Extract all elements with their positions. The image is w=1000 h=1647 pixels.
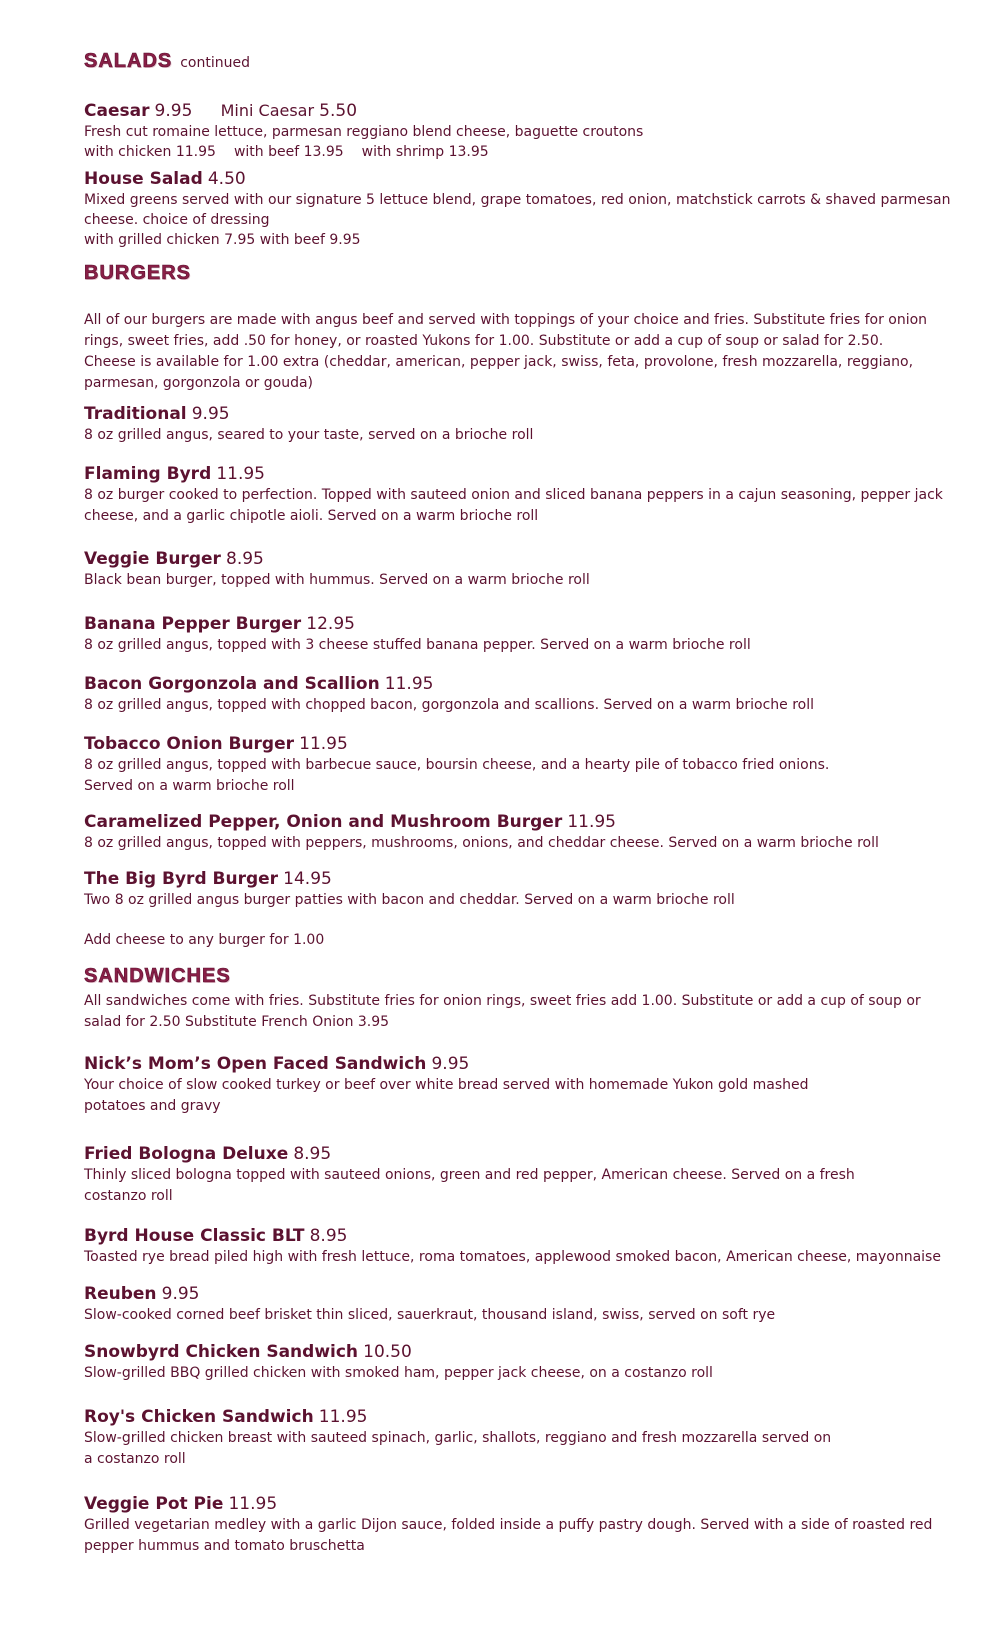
menu-item-classic-blt — [84, 1225, 964, 1247]
item-price: 8.95 — [293, 1144, 332, 1164]
section-intro: All sandwiches come with fries. Substitute fries for onion rings, sweet fries add 1.00. Substitute or add a cup of soup or — [84, 993, 921, 1009]
item-description: Grilled vegetarian medley with a garlic Dijon sauce, folded inside a puffy pastry dough. Served with a side of roasted red — [84, 1517, 933, 1533]
item-name: Flaming Byrd — [84, 464, 212, 484]
section-intro: parmesan, gorgonzola or gouda) — [84, 375, 314, 391]
item-name: Caramelized Pepper, Onion and Mushroom Burger — [84, 812, 563, 832]
item-price: 11.95 — [299, 734, 348, 754]
salads-subheading: continued — [180, 55, 250, 71]
item-description: pepper hummus and tomato bruschetta — [84, 1538, 365, 1554]
item-price: 9.95 — [154, 101, 193, 121]
item-name: Bacon Gorgonzola and Scallion — [84, 674, 380, 694]
item-price: 8.95 — [309, 1226, 348, 1246]
item-name: Nick’s Mom’s Open Faced Sandwich — [84, 1054, 427, 1074]
item-option: with shrimp 13.95 — [361, 144, 489, 160]
item-name: Banana Pepper Burger — [84, 614, 302, 634]
item-name: Byrd House Classic BLT — [84, 1226, 305, 1246]
menu-item-tobacco-onion-burger — [84, 733, 964, 755]
item-description: Fresh cut romaine lettuce, parmesan reggiano blend cheese, baguette croutons — [84, 124, 644, 140]
item-name: Fried Bologna Deluxe — [84, 1144, 289, 1164]
item-name: The Big Byrd Burger — [84, 869, 279, 889]
item-name: Mini Caesar — [220, 101, 315, 120]
item-description: 8 oz grilled angus, topped with chopped bacon, gorgonzola and scallions. Served on a warm brioche roll — [84, 697, 815, 713]
item-name: Tobacco Onion Burger — [84, 734, 295, 754]
item-description: cheese, and a garlic chipotle aioli. Served on a warm brioche roll — [84, 508, 539, 524]
item-price: 5.50 — [319, 101, 358, 121]
item-description: Thinly sliced bologna topped with sauteed onions, green and red pepper, American cheese. Served on a fresh — [84, 1167, 855, 1183]
item-description: potatoes and gravy — [84, 1098, 221, 1114]
item-price: 11.95 — [228, 1494, 278, 1514]
section-heading-sandwiches: SANDWICHES — [84, 965, 231, 987]
burger-note: Add cheese to any burger for 1.00 — [84, 932, 325, 948]
item-name: House Salad — [84, 169, 203, 189]
menu-item-veggie-pot-pie — [84, 1493, 964, 1515]
item-price: 8.95 — [226, 549, 264, 569]
item-option: with chicken 11.95 — [84, 144, 216, 160]
item-description: Slow-grilled chicken breast with sauteed spinach, garlic, shallots, reggiano and fresh mozzarella served on — [84, 1430, 832, 1446]
menu-item-traditional — [84, 403, 964, 425]
item-description: Slow-grilled BBQ grilled chicken with smoked ham, pepper jack cheese, on a costanzo roll — [84, 1365, 713, 1381]
section-heading-burgers: BURGERS — [84, 262, 192, 284]
item-price: 4.50 — [207, 169, 246, 189]
menu-item-flaming-byrd — [84, 463, 964, 485]
item-description: Mixed greens served with our signature 5 lettuce blend, grape tomatoes, red onion, matchstick carrots & shaved parmesan — [84, 192, 951, 208]
item-name: Traditional — [84, 404, 187, 424]
menu-item-bacon-gorgonzola — [84, 673, 964, 695]
item-name: Snowbyrd Chicken Sandwich — [84, 1342, 359, 1362]
menu-item-open-faced-sandwich — [84, 1053, 964, 1075]
item-description: 8 oz grilled angus, topped with barbecue sauce, boursin cheese, and a hearty pile of tobacco fried onions. — [84, 757, 830, 773]
item-description: Your choice of slow cooked turkey or beef over white bread served with homemade Yukon gold mashed — [84, 1077, 809, 1093]
item-description: Served on a warm brioche roll — [84, 778, 295, 794]
item-name: Caesar — [84, 101, 150, 121]
menu-item-reuben — [84, 1283, 964, 1305]
item-price: 11.95 — [216, 464, 265, 484]
menu-item-fried-bologna — [84, 1143, 964, 1165]
item-description: 8 oz grilled angus, topped with peppers, mushrooms, onions, and cheddar cheese. Served on a warm brioche roll — [84, 835, 879, 851]
item-price: 11.95 — [567, 812, 616, 832]
item-price: 11.95 — [384, 674, 434, 694]
salads-heading: SALADS — [84, 50, 173, 72]
item-description: cheese. choice of dressing — [84, 212, 270, 228]
item-price: 14.95 — [283, 869, 332, 889]
item-options — [84, 142, 964, 163]
item-description: Toasted rye bread piled high with fresh lettuce, roma tomatoes, applewood smoked bacon, American cheese, mayonnaise — [84, 1249, 941, 1265]
section-intro: Cheese is available for 1.00 extra (cheddar, american, pepper jack, swiss, feta, provolone, fresh mozzarella, reggiano, — [84, 354, 914, 370]
menu-item-house-salad — [84, 168, 964, 190]
item-name: Roy's Chicken Sandwich — [84, 1407, 314, 1427]
item-description: 8 oz grilled angus, seared to your taste, served on a brioche roll — [84, 427, 534, 443]
item-price: 9.95 — [431, 1054, 470, 1074]
item-name: Veggie Burger — [84, 549, 221, 569]
item-description: Two 8 oz grilled angus burger patties with bacon and cheddar. Served on a warm brioche roll — [84, 892, 735, 908]
item-price: 10.50 — [363, 1342, 412, 1362]
item-options: with grilled chicken 7.95 with beef 9.95 — [84, 232, 361, 248]
section-intro: All of our burgers are made with angus beef and served with toppings of your choice and fries. Substitute fries for onion — [84, 312, 928, 328]
item-description: Black bean burger, topped with hummus. Served on a warm brioche roll — [84, 572, 590, 588]
menu-item-banana-pepper-burger — [84, 613, 964, 635]
item-price: 12.95 — [306, 614, 355, 634]
item-option: with beef 13.95 — [233, 144, 344, 160]
item-name: Reuben — [84, 1284, 157, 1304]
menu-item-big-byrd-burger — [84, 868, 964, 890]
menu-item-caramelized-burger — [84, 811, 964, 833]
menu-item-caesar — [84, 100, 964, 122]
menu-item-snowbyrd-chicken — [84, 1341, 964, 1363]
item-price: 9.95 — [191, 404, 230, 424]
item-name: Veggie Pot Pie — [84, 1494, 224, 1514]
item-description: 8 oz burger cooked to perfection. Topped with sauteed onion and sliced banana peppers in a cajun seasoning, pepper jack — [84, 487, 943, 503]
item-description: Slow-cooked corned beef brisket thin sliced, sauerkraut, thousand island, swiss, served on soft rye — [84, 1307, 776, 1323]
menu-item-veggie-burger — [84, 548, 964, 570]
item-description: a costanzo roll — [84, 1451, 186, 1467]
item-description: 8 oz grilled angus, topped with 3 cheese stuffed banana pepper. Served on a warm brioche roll — [84, 637, 751, 653]
section-intro: salad for 2.50 Substitute French Onion 3.95 — [84, 1014, 390, 1030]
menu-item-roys-chicken — [84, 1406, 964, 1428]
item-price: 11.95 — [318, 1407, 368, 1427]
item-price: 9.95 — [161, 1284, 200, 1304]
section-intro: rings, sweet fries, add .50 for honey, or roasted Yukons for 1.00. Substitute or add a cup of soup or salad for 2.50. — [84, 333, 884, 349]
item-description: costanzo roll — [84, 1188, 173, 1204]
section-heading-salads — [84, 50, 964, 73]
